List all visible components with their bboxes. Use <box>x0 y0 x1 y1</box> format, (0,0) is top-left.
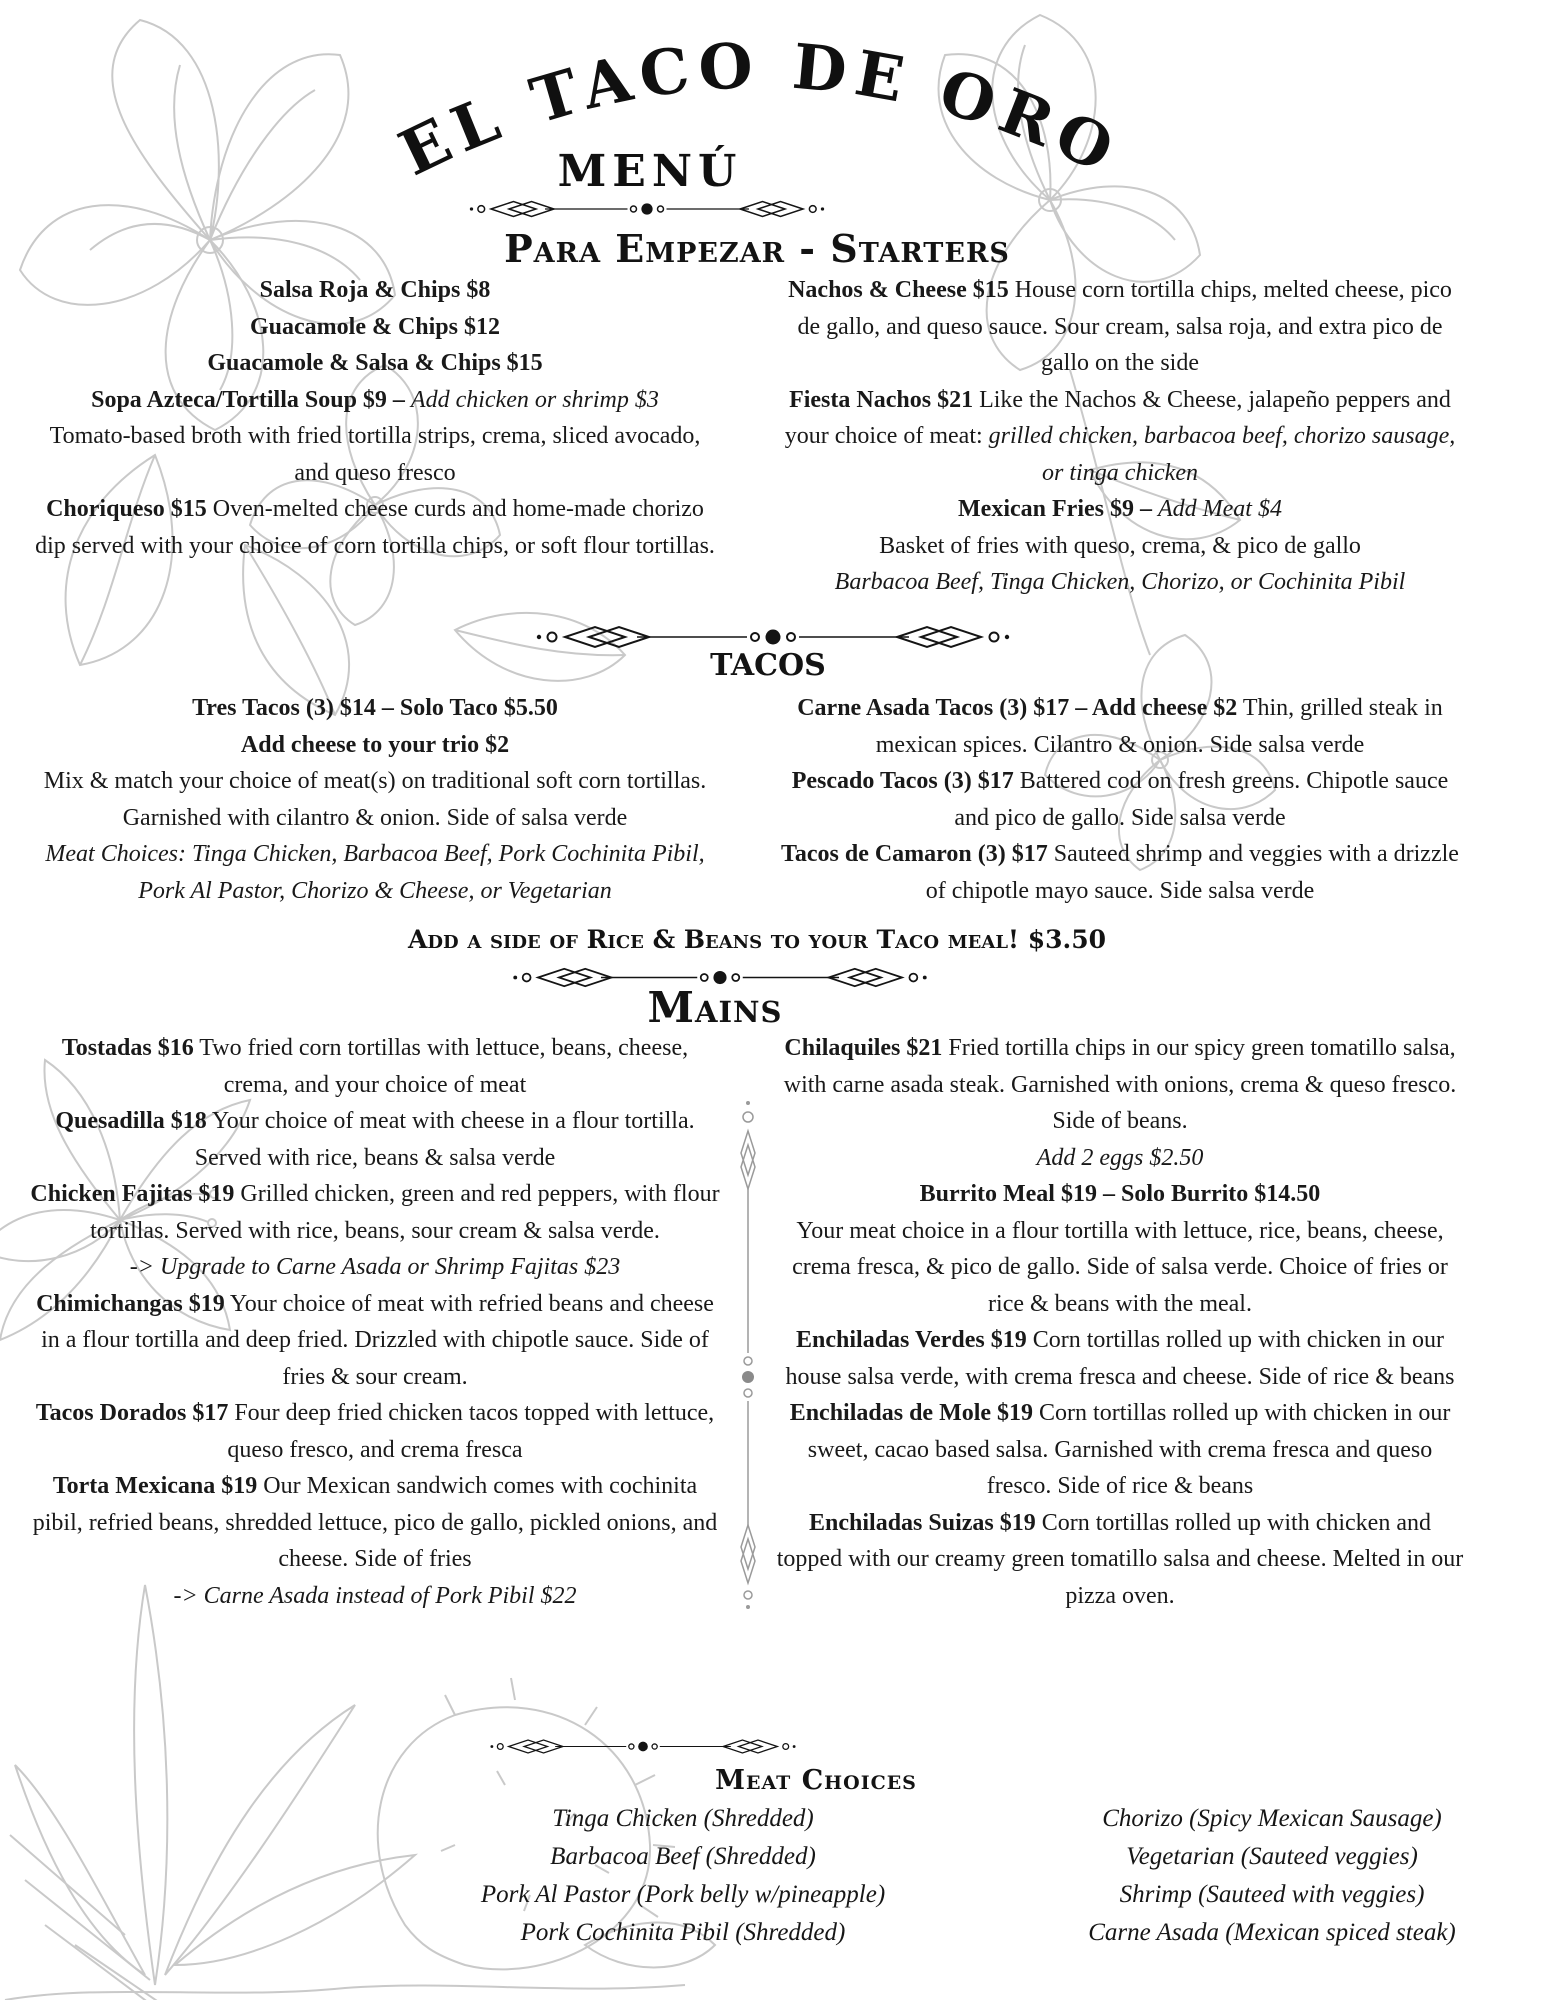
menu-item-text: Basket of fries with queso, crema, & pico de gallo <box>879 532 1361 559</box>
menu-item <box>433 1838 933 1876</box>
section-heading-starters: Para Empezar - Starters <box>504 226 1010 271</box>
menu-item <box>433 1800 933 1838</box>
menu-item-text: Shrimp (Sauteed with veggies) <box>1119 1881 1425 1908</box>
menu-item <box>775 1322 1465 1395</box>
menu-item-text: Chicken Fajitas $19 <box>30 1181 235 1207</box>
menu-item-text: Enchiladas de Mole $19 <box>789 1400 1034 1426</box>
menu-item-text: Add Meat $4 <box>1157 496 1282 522</box>
menu-item <box>30 1103 720 1176</box>
menu-item <box>433 1876 933 1914</box>
menu-item <box>30 1030 720 1103</box>
menu-item-text: Pork Cochinita Pibil (Shredded) <box>520 1919 846 1946</box>
menu-item-text: Burrito Meal $19 – Solo Burrito $14.50 <box>919 1181 1321 1207</box>
menu-item-text: Battered cod on fresh greens. Chipotle sauce and pico de gallo. Side salsa verde <box>954 768 1449 831</box>
menu-item-text: Barbacoa Beef, Tinga Chicken, Chorizo, or Cochinita Pibil <box>834 569 1406 595</box>
menu-item-text: Tres Tacos (3) $14 – Solo Taco $5.50 <box>192 695 558 721</box>
menu-item-text: Meat Choices: Tinga Chicken, Barbacoa Beef, Pork Cochinita Pibil, Pork Al Pastor, Chorizo & Cheese, or Vegetarian <box>45 841 705 904</box>
menu-item-text: Corn tortillas rolled up with chicken in our sweet, cacao based salsa. Garnished with crema fresca and queso fresco. Side of rice & beans <box>807 1400 1451 1499</box>
menu-item-text: Enchiladas Verdes $19 <box>796 1327 1027 1353</box>
menu-item-text: Our Mexican sandwich comes with cochinita pibil, refried beans, shredded lettuce, pico de gallo, pickled onions, and cheese. Side of fries <box>32 1473 718 1572</box>
menu-item <box>30 382 720 492</box>
meat-choices-left-column <box>433 1800 933 1952</box>
menu-item <box>775 836 1465 909</box>
menu-item-text: Salsa Roja & Chips $8 <box>259 277 491 303</box>
menu-item-text: Sopa Azteca/Tortilla Soup $9 – <box>91 386 411 413</box>
menu-item <box>30 1468 720 1614</box>
menu-item-text: Grilled chicken, green and red peppers, with flour tortillas. Served with rice, beans, sour cream & salsa verde. <box>90 1181 720 1244</box>
menu-item-text: Nachos & Cheese $15 <box>788 277 1009 303</box>
menu-item-text: Corn tortillas rolled up with chicken and topped with our creamy green tomatillo salsa and cheese. Melted in our pizza oven. <box>776 1509 1464 1609</box>
menu-item-text: Sauteed shrimp and veggies with a drizzle of chipotle mayo sauce. Side salsa verde <box>925 841 1459 904</box>
menu-item-text: Guacamole & Chips $12 <box>249 313 500 340</box>
menu-item <box>30 690 720 909</box>
menu-item-text: Your meat choice in a flour tortilla with lettuce, rice, beans, cheese, crema fresca, & pico de gallo. Side of salsa verde. Choice of fries or rice & beans with the meal. <box>792 1217 1448 1317</box>
menu-item-text: House corn tortilla chips, melted cheese, pico de gallo, and queso sauce. Sour cream, salsa roja, and extra pico de gallo on the side <box>797 277 1452 376</box>
ornamental-divider <box>488 1738 798 1755</box>
section-heading-tacos: TACOS <box>710 648 826 683</box>
menu-item <box>775 1395 1465 1505</box>
menu-item <box>775 1505 1465 1615</box>
menu-item-text: Vegetarian (Sauteed veggies) <box>1126 1843 1418 1870</box>
menu-item-text: Fried tortilla chips in our spicy green tomatillo salsa, with carne asada steak. Garnished with onions, crema & queso fresco. Side of beans. <box>783 1035 1457 1134</box>
menu-item-text: Tomato-based broth with fried tortilla strips, crema, sliced avocado, and queso fresco <box>49 423 701 486</box>
restaurant-name: EL TACO DE ORO <box>388 35 1132 190</box>
vertical-ornamental-divider <box>737 1095 759 1615</box>
menu-item <box>775 272 1465 382</box>
menu-item-text: Tacos Dorados $17 <box>35 1400 229 1426</box>
svg-text:EL TACO DE ORO <box>388 35 1131 190</box>
tacos-side-note: Add a side of Rice & Beans to your Taco meal! $3.50 <box>408 925 1106 954</box>
menu-item <box>775 690 1465 763</box>
menu-item-text: Carne Asada Tacos (3) $17 – Add cheese $2 <box>797 695 1238 721</box>
menu-item-text: Pescado Tacos (3) $17 <box>791 768 1014 794</box>
section-heading-mains: Mains <box>647 983 783 1032</box>
starters-right-column <box>775 272 1465 601</box>
menu-item <box>30 345 720 382</box>
menu-item-text: Your choice of meat with refried beans and cheese in a flour tortilla and deep fried. Drizzled with chipotle sauce. Side of fries & sour cream. <box>41 1290 714 1390</box>
menu-item-text: Chilaquiles $21 <box>784 1035 943 1061</box>
menu-item <box>775 382 1465 492</box>
menu-item <box>1022 1876 1522 1914</box>
menu-item <box>30 1176 720 1286</box>
menu-item-text: Mexican Fries $9 – <box>958 496 1158 522</box>
starters-left-column <box>30 272 720 564</box>
section-heading-meat-choices: Meat Choices <box>715 1765 917 1796</box>
ornamental-divider <box>533 624 1013 650</box>
menu-item-text: Oven-melted cheese curds and home-made chorizo dip served with your choice of corn tortilla chips, or soft flour tortillas. <box>35 496 715 559</box>
menu-item <box>775 1030 1465 1176</box>
restaurant-name-arc <box>355 35 1165 210</box>
menu-item-text: Guacamole & Salsa & Chips $15 <box>207 350 543 376</box>
menu-item-text: Add cheese to your trio $2 <box>240 731 510 758</box>
mains-left-column <box>30 1030 720 1614</box>
menu-item-text: -> Carne Asada instead of Pork Pibil $22 <box>173 1582 577 1609</box>
menu-item-text: Your choice of meat with cheese in a flour tortilla. Served with rice, beans & salsa verde <box>194 1108 695 1171</box>
menu-item <box>775 1176 1465 1322</box>
menu-item-text: Tostadas $16 <box>61 1035 194 1061</box>
menu-item-text: Fiesta Nachos $21 <box>789 386 974 413</box>
menu-item <box>1022 1838 1522 1876</box>
menu-item-text: grilled chicken, barbacoa beef, chorizo sausage, or tinga chicken <box>988 423 1456 486</box>
menu-item <box>30 309 720 346</box>
menu-item <box>775 491 1465 601</box>
menu-item-text: Add 2 eggs $2.50 <box>1036 1144 1204 1171</box>
menu-item-text: Tinga Chicken (Shredded) <box>552 1805 814 1832</box>
menu-item-text: -> Upgrade to Carne Asada or Shrimp Fajitas $23 <box>129 1254 621 1280</box>
menu-item-text: Like the Nachos & Cheese, jalapeño peppers and your choice of meat: <box>784 386 1451 449</box>
menu-item-text: Two fried corn tortillas with lettuce, beans, cheese, crema, and your choice of meat <box>193 1035 689 1098</box>
tacos-left-column <box>30 690 720 909</box>
menu-item-text: Thin, grilled steak in mexican spices. Cilantro & onion. Side salsa verde <box>875 695 1443 758</box>
menu-item <box>1022 1800 1522 1838</box>
mains-right-column <box>775 1030 1465 1614</box>
menu-item <box>30 272 720 309</box>
menu-item <box>775 763 1465 836</box>
menu-item <box>30 1286 720 1396</box>
menu-item-text: Enchiladas Suizas $19 <box>809 1509 1036 1536</box>
menu-item <box>30 491 720 564</box>
meat-choices-right-column <box>1022 1800 1522 1952</box>
menu-item-text: Torta Mexicana $19 <box>52 1473 258 1499</box>
menu-item <box>433 1914 933 1952</box>
ornamental-divider <box>467 199 827 219</box>
menu-item-text: Quesadilla $18 <box>55 1108 207 1134</box>
menu-item <box>1022 1914 1522 1952</box>
menu-item-text: Four deep fried chicken tacos topped with lettuce, queso fresco, and crema fresca <box>227 1400 715 1463</box>
tacos-right-column <box>775 690 1465 909</box>
menu-item-text: Add chicken or shrimp $3 <box>410 386 659 413</box>
menu-item <box>30 1395 720 1468</box>
menu-item-text: Choriqueso $15 <box>46 496 207 522</box>
menu-item-text: Pork Al Pastor (Pork belly w/pineapple) <box>480 1881 886 1908</box>
menu-label: MENÚ <box>557 146 743 197</box>
menu-item-text: Mix & match your choice of meat(s) on traditional soft corn tortillas. Garnished with cilantro & onion. Side of salsa verde <box>43 768 707 831</box>
menu-item-text: Chimichangas $19 <box>36 1290 225 1317</box>
menu-item-text: Corn tortillas rolled up with chicken in our house salsa verde, with crema fresca and cheese. Side of rice & beans <box>785 1327 1455 1390</box>
menu-item-text: Barbacoa Beef (Shredded) <box>550 1843 816 1870</box>
menu-item-text: Carne Asada (Mexican spiced steak) <box>1088 1919 1456 1946</box>
menu-item-text: Tacos de Camaron (3) $17 <box>781 841 1048 867</box>
menu-item-text: Chorizo (Spicy Mexican Sausage) <box>1102 1805 1442 1832</box>
